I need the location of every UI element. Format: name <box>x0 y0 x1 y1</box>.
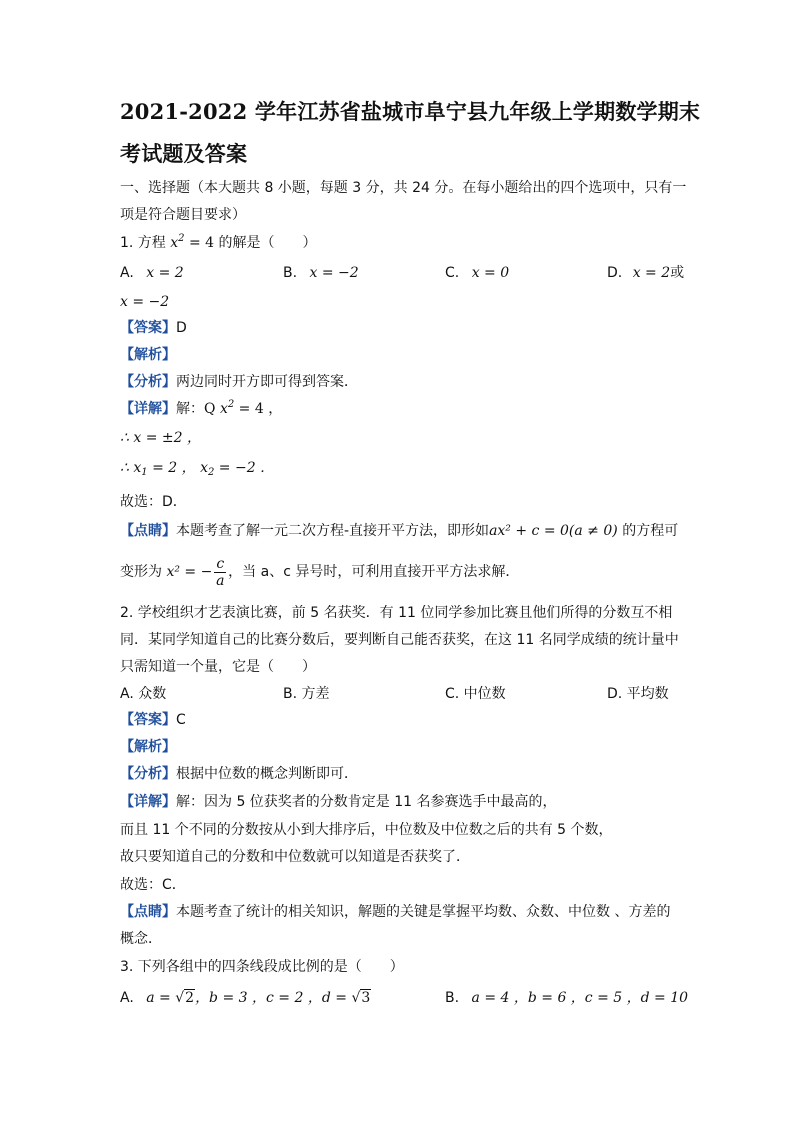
section-header-cont: 项是符合题目要求） <box>120 207 246 223</box>
q1-option-a <box>120 263 184 283</box>
q2-detail-text-1: 解：因为 5 位获奖者的分数肯定是 11 名参赛选手中最高的， <box>176 794 557 810</box>
q3-option-a <box>120 988 371 1008</box>
q1-comment-math-left: x² = − <box>166 564 213 580</box>
q1-comment <box>120 521 678 541</box>
q1-fenxi-tag: 【分析】 <box>120 374 176 390</box>
q1-option-c-label: C. <box>445 265 460 281</box>
q2-option-b: B. 方差 <box>283 686 330 702</box>
q1-frac-den: a <box>216 572 225 589</box>
q2-stem-3: 只需知道一个量，它是（ ） <box>120 659 316 675</box>
q1-option-c <box>445 263 509 283</box>
q2-fenxi-tag: 【分析】 <box>120 766 176 782</box>
q1-detail-base: x <box>219 401 228 417</box>
q2-stem-1: 2. 学校组织才艺表演比赛，前 5 名获奖．有 11 位同学参加比赛且他们所得的分数互不相 <box>120 605 673 621</box>
q2-comment <box>120 902 670 922</box>
q1-option-d-label: D. <box>607 265 623 281</box>
q3-d-radicand: 3 <box>361 990 371 1006</box>
q1-detail-because: Q <box>204 401 216 417</box>
q3-d-sqrt: √3 <box>351 990 371 1006</box>
q1-option-d-cont: x = −2 <box>120 294 170 310</box>
doc-title-line-2: 考试题及答案 <box>120 141 248 166</box>
doc-title-line-1: 2021-2022 学年江苏省盐城市阜宁县九年级上学期数学期末 <box>120 99 701 124</box>
q1-comment-tag: 【点睛】 <box>120 523 176 539</box>
q3-option-a-label: A. <box>120 990 134 1006</box>
q3-option-b <box>445 988 688 1008</box>
q1-stem <box>120 233 317 253</box>
q2-detail-tag: 【详解】 <box>120 794 176 810</box>
q2-comment-tag: 【点睛】 <box>120 904 176 920</box>
q1-choose: 故选：D． <box>120 494 187 510</box>
q1-option-d-text: x = 2 <box>632 265 671 281</box>
q2-option-d: D. 平均数 <box>607 686 669 702</box>
q2-answer <box>120 710 186 730</box>
q3-a-eq: a = <box>146 990 176 1006</box>
q2-detail-1 <box>120 792 557 812</box>
q1-comment-fraction <box>214 556 226 589</box>
q1-comment-3a: 变形为 <box>120 564 162 580</box>
q3-a-rest: ，b = 3 ，c = 2 ，d = <box>195 990 352 1006</box>
section-header: 一、选择题（本大题共 8 小题，每题 3 分，共 24 分。在每小题给出的四个选项中，只有一 <box>120 180 687 196</box>
q1-step3-c: = −2 ． <box>214 460 275 476</box>
q1-analysis-tag: 【解析】 <box>120 347 176 363</box>
q1-detail-eq <box>204 401 282 417</box>
q1-step3-sub2: 2 <box>207 467 215 478</box>
q2-option-a: A. 众数 <box>120 686 167 702</box>
q2-detail-2: 而且 11 个不同的分数按从小到大排序后，中位数及中位数之后的共有 5 个数， <box>120 822 613 838</box>
q1-answer-value: D <box>176 320 187 336</box>
q1-option-b-text: x = −2 <box>309 265 359 281</box>
q1-step3-a: ∴ x <box>120 460 142 476</box>
q1-stem-suffix: 的解是（ ） <box>218 235 317 251</box>
q1-comment-cont <box>120 554 519 590</box>
q1-comment-3b: ，当 a、c 异号时，可利用直接开平方法求解． <box>228 564 520 580</box>
q1-option-a-text: x = 2 <box>146 265 184 281</box>
q2-fenxi-text: 根据中位数的概念判断即可． <box>176 766 358 782</box>
q1-fenxi-text: 两边同时开方即可得到答案． <box>176 374 358 390</box>
q2-detail-3: 故只要知道自己的分数和中位数就可以知道是否获奖了． <box>120 849 470 865</box>
q1-eq-base: x <box>170 235 179 251</box>
q2-answer-value: C <box>176 712 186 728</box>
q2-answer-tag: 【答案】 <box>120 712 176 728</box>
q2-stem-2: 同．某同学知道自己的比赛分数后，要判断自己能否获奖，在这 11 名同学成绩的统计量中 <box>120 632 679 648</box>
q1-option-b <box>283 263 359 283</box>
q3-option-b-text: a = 4 ，b = 6 ，c = 5 ，d = 10 <box>471 990 689 1006</box>
q1-step-3 <box>120 458 274 478</box>
q2-fenxi <box>120 764 358 784</box>
q2-option-c: C. 中位数 <box>445 686 506 702</box>
q1-step3-b: = 2 ， x <box>147 460 208 476</box>
q1-option-d-or: 或 <box>670 265 685 281</box>
q1-option-d <box>607 263 684 283</box>
q1-detail-prefix: 解： <box>176 401 204 417</box>
q2-comment-cont: 概念． <box>120 931 162 947</box>
q1-comment-text-1: 本题考查了解一元二次方程-直接开平方法，即形如 <box>176 523 490 539</box>
q2-comment-text-1: 本题考查了统计的相关知识，解题的关键是掌握平均数、众数、中位数 、方差的 <box>176 904 671 920</box>
q1-step-2: ∴ x = ±2 ， <box>120 430 201 446</box>
q1-answer <box>120 318 187 338</box>
q3-stem: 3. 下列各组中的四条线段成比例的是（ ） <box>120 959 404 975</box>
q1-comment-math: ax² + c = 0(a ≠ 0) <box>489 523 618 539</box>
q1-stem-prefix: 1. 方程 <box>120 235 166 251</box>
q3-a-sqrt: √2 <box>175 990 195 1006</box>
q1-option-c-text: x = 0 <box>471 265 510 281</box>
q1-frac-num: c <box>216 555 225 572</box>
q1-comment-text-2: 的方程可 <box>617 523 679 539</box>
q1-detail-exp: 2 <box>227 399 235 410</box>
q3-option-a-text <box>146 990 371 1006</box>
q1-detail <box>120 399 282 419</box>
q1-eq-exp: 2 <box>178 233 185 244</box>
q1-step3-sub1: 1 <box>141 467 148 478</box>
q1-fenxi <box>120 372 358 392</box>
q1-option-a-label: A. <box>120 265 134 281</box>
q2-choose: 故选：C． <box>120 877 186 893</box>
q1-stem-equation <box>170 235 214 251</box>
q3-option-b-label: B. <box>445 990 460 1006</box>
q1-detail-rest: = 4 ， <box>234 401 283 417</box>
q1-option-b-label: B. <box>283 265 298 281</box>
q1-detail-tag: 【详解】 <box>120 401 176 417</box>
q1-eq-rest: = 4 <box>184 235 215 251</box>
q1-answer-tag: 【答案】 <box>120 320 176 336</box>
q3-a-radicand: 2 <box>185 990 195 1006</box>
q2-analysis-tag: 【解析】 <box>120 739 176 755</box>
